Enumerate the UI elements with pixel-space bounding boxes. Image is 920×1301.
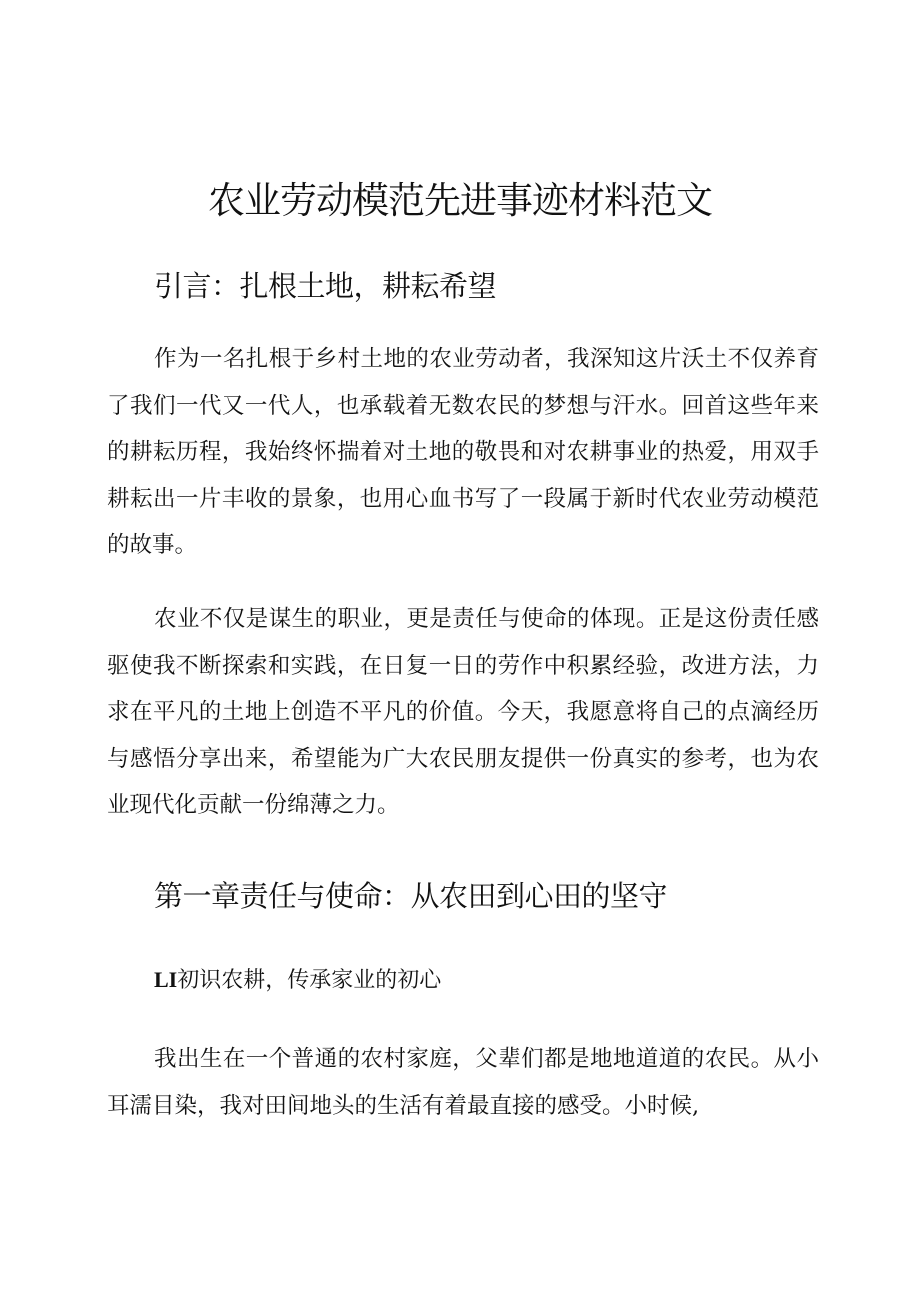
document-title: 农业劳动模范先进事迹材料范文 xyxy=(208,179,712,222)
intro-heading: 引言：扎根土地，耕耘希望 xyxy=(154,269,497,303)
intro-paragraph-1: 作为一名扎根于乡村土地的农业劳动者，我深知这片沃土不仅养育了我们一代又一代人，也承载着无数农民的梦想与汗水。回首这些年来的耕耘历程，我始终怀揣着对土地的敬畏和对农耕事业的热爱，用双手耕耘出一片丰收的景象，也用心血书写了一段属于新时代农业劳动模范的故事。 xyxy=(107,346,819,558)
chapter-1-heading: 第一章责任与使命：从农田到心田的坚守 xyxy=(154,879,668,913)
section-number: LI xyxy=(154,967,178,992)
chapter-1-paragraph-1: 我出生在一个普通的农村家庭，父辈们都是地地道道的农民。从小耳濡目染，我对田间地头的生活有着最直接的感受。小时候, xyxy=(107,1046,819,1119)
section-1-1-heading xyxy=(154,964,441,997)
section-title: 初识农耕，传承家业的初心 xyxy=(177,968,442,993)
intro-paragraph-2: 农业不仅是谋生的职业，更是责任与使命的体现。正是这份责任感驱使我不断探索和实践，在日复一日的劳作中积累经验，改进方法，力求在平凡的土地上创造不平凡的价值。今天，我愿意将自己的点滴经历与感悟分享出来，希望能为广大农民朋友提供一份真实的参考，也为农业现代化贡献一份绵薄之力。 xyxy=(107,606,819,818)
